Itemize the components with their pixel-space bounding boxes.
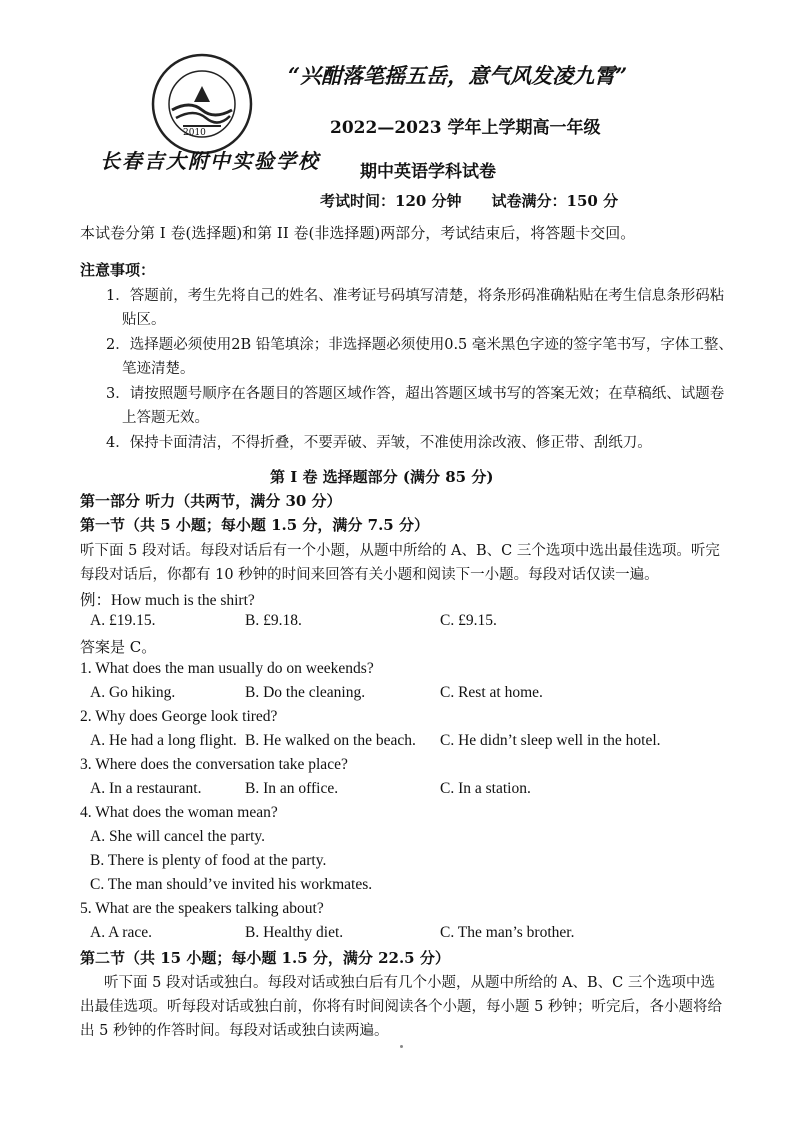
exam-time-score: 考试时间：120 分钟 试卷满分：150 分 [320, 192, 619, 210]
section2-instruction-3: 出 5 秒钟的作答时间。每段对话或独白读两遍。 [80, 1023, 389, 1039]
note-3-line-1: 3．请按照题号顺序在各题目的答题区域作答，超出答题区域书写的答案无效；在草稿纸、试题卷 [106, 386, 725, 402]
example-question: 例：How much is the shirt? [80, 592, 255, 609]
q3-option-a: A. In a restaurant. [90, 780, 202, 797]
school-motto: “兴酣落笔摇五岳，意气风发凌九霄” [288, 63, 628, 88]
q2-option-c: C. He didn’t sleep well in the hotel. [440, 732, 661, 749]
note-1-line-2: 贴区。 [122, 312, 166, 328]
school-seal-logo [150, 52, 254, 156]
q2-option-b: B. He walked on the beach. [245, 732, 416, 749]
example-option-c: C. £9.15. [440, 612, 497, 629]
q4-option-b: B. There is plenty of food at the party. [90, 852, 327, 869]
notes-title: 注意事项： [80, 261, 156, 279]
exam-intro: 本试卷分第 I 卷(选择题)和第 II 卷(非选择题)两部分，考试结束后，将答题卡交回。 [80, 224, 636, 242]
part1-title: 第 I 卷 选择题部分 (满分 85 分) [270, 468, 494, 486]
note-2-line-2: 笔迹清楚。 [122, 361, 195, 377]
q4-option-c: C. The man should’ve invited his workmates. [90, 876, 373, 893]
question-5: 5. What are the speakers talking about? [80, 900, 324, 917]
example-option-b: B. £9.18. [245, 612, 302, 629]
question-4: 4. What does the woman mean? [80, 804, 278, 821]
question-2: 2. Why does George look tired? [80, 708, 278, 725]
q5-option-a: A. A race. [90, 924, 152, 941]
note-2-line-1: 2．选择题必须使用2B 铅笔填涂；非选择题必须使用0.5 毫米黑色字迹的签字笔书写，字体工整、 [106, 337, 733, 353]
note-4: 4．保持卡面清洁，不得折叠，不要弄破、弄皱，不准使用涂改液、修正带、刮纸刀。 [106, 435, 652, 451]
scan-speck [400, 1045, 403, 1048]
q4-option-a: A. She will cancel the party. [90, 828, 266, 845]
section2-instruction-1: 听下面 5 段对话或独白。每段对话或独白后有几个小题，从题中所给的 A、B、C 三个选项中选 [104, 975, 715, 991]
school-name: 长春吉大附中实验学校 [100, 149, 320, 173]
exam-title: 期中英语学科试卷 [360, 162, 496, 182]
section1-instruction-1: 听下面 5 段对话。每段对话后有一个小题，从题中所给的 A、B、C 三个选项中选出最佳选项。听完 [80, 543, 720, 559]
question-1: 1. What does the man usually do on weekends? [80, 660, 374, 677]
note-3-line-2: 上答题无效。 [122, 410, 209, 426]
q3-option-c: C. In a station. [440, 780, 531, 797]
exam-year-line: 2022—2023 学年上学期高一年级 [330, 118, 601, 138]
section2-instruction-2: 出最佳选项。听每段对话或独白前，你将有时间阅读各个小题，每小题 5 秒钟；听完后，各小题将给 [80, 999, 722, 1015]
q3-option-b: B. In an office. [245, 780, 339, 797]
example-option-a: A. £19.15. [90, 612, 156, 629]
q5-option-c: C. The man’s brother. [440, 924, 575, 941]
q1-option-b: B. Do the cleaning. [245, 684, 366, 701]
seal-year: 2010 [183, 128, 206, 138]
section1-title: 第一部分 听力（共两节，满分 30 分） [80, 492, 342, 510]
q1-option-c: C. Rest at home. [440, 684, 543, 701]
q2-option-a: A. He had a long flight. [90, 732, 237, 749]
q1-option-a: A. Go hiking. [90, 684, 176, 701]
section1-instruction-2: 每段对话后，你都有 10 秒钟的时间来回答有关小题和阅读下一小题。每段对话仅读一遍。 [80, 567, 659, 583]
note-1-line-1: 1．答题前，考生先将自己的姓名、准考证号码填写清楚，将条形码准确粘贴在考生信息条形码粘 [106, 288, 725, 304]
section1-subtitle: 第一节（共 5 小题；每小题 1.5 分，满分 7.5 分） [80, 516, 429, 534]
q5-option-b: B. Healthy diet. [245, 924, 344, 941]
example-answer: 答案是 C。 [80, 638, 157, 656]
question-3: 3. Where does the conversation take place? [80, 756, 348, 773]
section2-title: 第二节（共 15 小题；每小题 1.5 分，满分 22.5 分） [80, 949, 450, 967]
